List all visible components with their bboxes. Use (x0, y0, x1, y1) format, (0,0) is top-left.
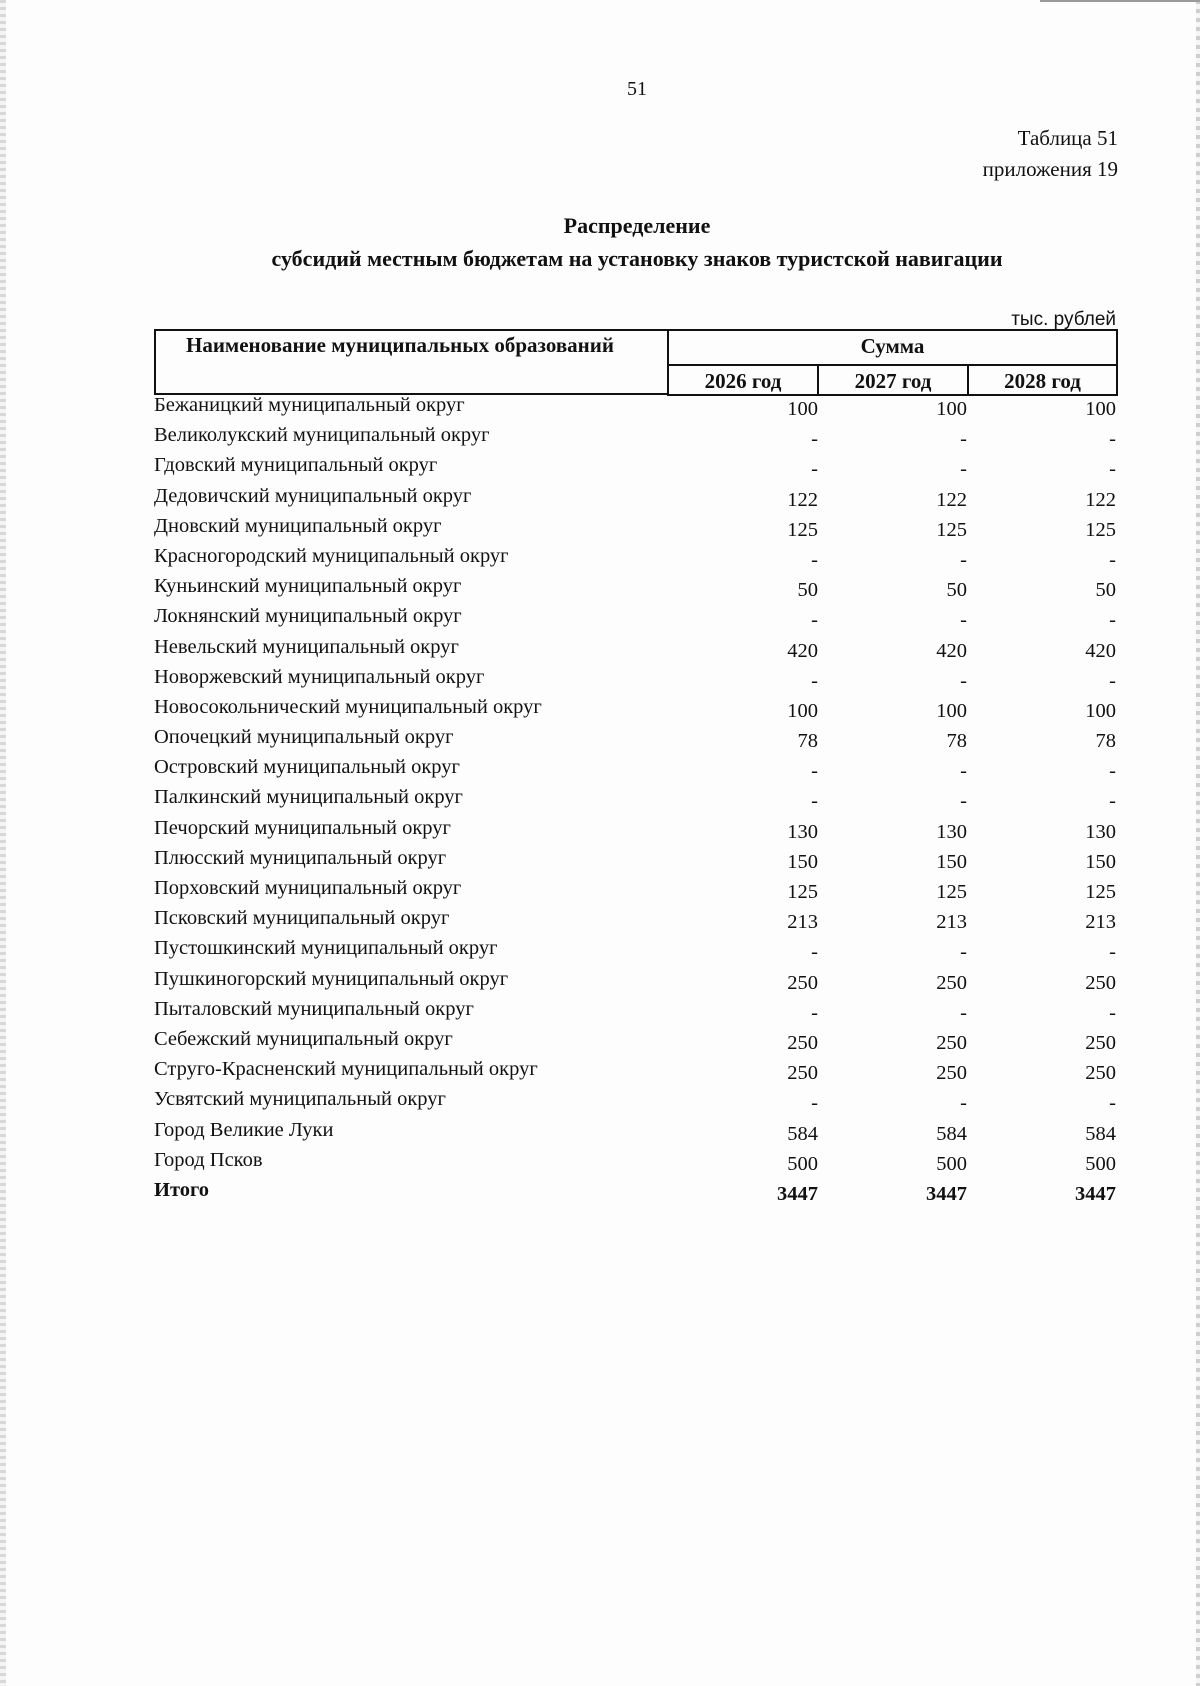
table-row (0, 454, 1200, 484)
row-value-2028: 50 (1095, 579, 1116, 602)
table-row (0, 394, 1200, 424)
row-value-2027: - (960, 1092, 967, 1115)
table-row (0, 1058, 1200, 1088)
table-row (0, 636, 1200, 666)
appendix-reference: приложения 19 (982, 157, 1118, 181)
table-row-total (0, 1179, 1200, 1209)
row-name: Печорский муниципальный округ (154, 816, 451, 839)
row-name: Невельский муниципальный округ (154, 635, 459, 658)
table-row (0, 1149, 1200, 1179)
row-value-2026: - (811, 609, 818, 632)
row-name: Палкинский муниципальный округ (154, 786, 463, 809)
row-name: Бежаницкий муниципальный округ (154, 394, 465, 416)
row-value-2027: 250 (936, 971, 967, 994)
scan-edge-top (1040, 0, 1200, 2)
row-value-2027: - (960, 760, 967, 783)
row-value-2026: 78 (797, 730, 818, 753)
row-name: Гдовский муниципальный округ (154, 454, 438, 477)
row-value-2026: 125 (787, 881, 818, 903)
header-sum-column: Сумма (667, 329, 1118, 366)
row-value-2026: - (811, 428, 818, 451)
total-value-2027: 3447 (926, 1182, 967, 1205)
row-value-2026: - (811, 1092, 818, 1115)
row-value-2028: - (1109, 790, 1116, 813)
row-value-2026: 250 (787, 1062, 818, 1085)
row-value-2026: 50 (797, 579, 818, 602)
row-value-2027: 78 (946, 730, 967, 753)
row-value-2028: 500 (1085, 1152, 1116, 1175)
row-name: Плюсский муниципальный округ (154, 846, 447, 869)
row-value-2027: 122 (936, 488, 967, 511)
row-value-2028: - (1109, 1092, 1116, 1115)
page-number: 51 (627, 78, 647, 100)
row-value-2027: - (960, 941, 967, 964)
row-value-2027: 500 (936, 1152, 967, 1175)
row-name: Островский муниципальный округ (154, 756, 460, 779)
row-name: Локнянский муниципальный округ (154, 605, 462, 628)
row-value-2027: - (960, 609, 967, 632)
header-year-2028: 2028 год (967, 364, 1118, 396)
row-value-2028: 584 (1085, 1122, 1116, 1145)
header-year-2026: 2026 год (667, 364, 819, 396)
header-name-column: Наименование муниципальных образований (154, 329, 669, 395)
document-subtitle: субсидий местным бюджетам на установку знаков туристской навигации (271, 246, 1003, 271)
row-name: Новосокольнический муниципальный округ (154, 695, 542, 718)
row-value-2026: 125 (787, 518, 818, 541)
row-value-2027: 213 (936, 911, 967, 934)
row-value-2028: - (1109, 458, 1116, 481)
row-value-2026: 250 (787, 1031, 818, 1054)
row-value-2028: 130 (1085, 820, 1116, 843)
table-row (0, 968, 1200, 998)
total-label: Итого (154, 1178, 210, 1201)
row-value-2028: 250 (1085, 1062, 1116, 1085)
table-row (0, 605, 1200, 635)
row-value-2028: 420 (1085, 639, 1116, 662)
row-value-2026: 420 (787, 639, 818, 662)
row-value-2027: 125 (936, 518, 967, 541)
row-value-2027: - (960, 548, 967, 571)
row-value-2026: 100 (787, 398, 818, 420)
row-name: Город Псков (154, 1148, 263, 1171)
table-row (0, 1028, 1200, 1058)
table-row (0, 515, 1200, 545)
row-value-2026: 213 (787, 911, 818, 934)
row-value-2026: 122 (787, 488, 818, 511)
row-value-2026: - (811, 1001, 818, 1024)
row-value-2026: - (811, 941, 818, 964)
total-value-2026: 3447 (777, 1182, 818, 1205)
row-name: Порховский муниципальный округ (154, 877, 462, 899)
row-value-2026: 250 (787, 971, 818, 994)
row-value-2027: 100 (936, 398, 967, 420)
table-row (0, 877, 1200, 907)
table-row (0, 756, 1200, 786)
row-value-2028: 78 (1095, 730, 1116, 753)
row-value-2027: 150 (936, 850, 967, 873)
row-value-2028: - (1109, 609, 1116, 632)
row-name: Дедовичский муниципальный округ (154, 484, 472, 507)
table-row (0, 786, 1200, 816)
row-name: Дновский муниципальный округ (154, 514, 442, 537)
row-value-2026: 500 (787, 1152, 818, 1175)
table-row (0, 424, 1200, 454)
row-name: Красногородский муниципальный округ (154, 544, 509, 567)
row-name: Город Великие Луки (154, 1118, 334, 1141)
table-row (0, 485, 1200, 515)
table-row (0, 817, 1200, 847)
table-row (0, 545, 1200, 575)
row-value-2028: 100 (1085, 699, 1116, 722)
document-title: Распределение (563, 213, 711, 238)
row-value-2028: 250 (1085, 971, 1116, 994)
table-row (0, 575, 1200, 605)
row-value-2028: 250 (1085, 1031, 1116, 1054)
total-value-2028: 3447 (1075, 1182, 1116, 1205)
row-value-2028: 100 (1085, 398, 1116, 420)
row-value-2028: - (1109, 548, 1116, 571)
row-value-2026: 100 (787, 699, 818, 722)
row-name: Пушкиногорский муниципальный округ (154, 967, 509, 990)
row-name: Псковский муниципальный округ (154, 907, 450, 930)
row-name: Усвятский муниципальный округ (154, 1088, 446, 1111)
row-value-2028: 125 (1085, 518, 1116, 541)
row-value-2027: - (960, 1001, 967, 1024)
table-row (0, 726, 1200, 756)
row-value-2026: - (811, 790, 818, 813)
table-row (0, 696, 1200, 726)
table-reference: Таблица 51 (1017, 126, 1118, 150)
row-value-2027: - (960, 428, 967, 451)
row-value-2028: 122 (1085, 488, 1116, 511)
row-value-2026: - (811, 669, 818, 692)
row-value-2028: - (1109, 428, 1116, 451)
row-value-2027: - (960, 790, 967, 813)
row-value-2027: 250 (936, 1031, 967, 1054)
row-name: Пыталовский муниципальный округ (154, 997, 474, 1020)
row-name: Куньинский муниципальный округ (154, 575, 462, 598)
row-name: Великолукский муниципальный округ (154, 424, 490, 447)
row-value-2027: 100 (936, 699, 967, 722)
row-value-2028: 150 (1085, 850, 1116, 873)
row-value-2028: - (1109, 669, 1116, 692)
row-value-2028: 213 (1085, 911, 1116, 934)
row-value-2027: 584 (936, 1122, 967, 1145)
row-value-2027: 50 (946, 579, 967, 602)
row-value-2026: - (811, 548, 818, 571)
row-value-2027: - (960, 669, 967, 692)
row-name: Опочецкий муниципальный округ (154, 726, 454, 749)
row-value-2028: 125 (1085, 881, 1116, 903)
row-value-2028: - (1109, 1001, 1116, 1024)
row-value-2027: - (960, 458, 967, 481)
header-year-2027: 2027 год (817, 364, 969, 396)
row-value-2026: - (811, 760, 818, 783)
table-row (0, 847, 1200, 877)
row-value-2026: 150 (787, 850, 818, 873)
row-value-2026: - (811, 458, 818, 481)
row-value-2026: 130 (787, 820, 818, 843)
table-body (0, 394, 1200, 1209)
row-value-2027: 125 (936, 881, 967, 903)
row-name: Струго-Красненский муниципальный округ (154, 1058, 538, 1081)
row-value-2026: 584 (787, 1122, 818, 1145)
table-row (0, 998, 1200, 1028)
table-row (0, 1119, 1200, 1149)
table-row (0, 937, 1200, 967)
row-value-2027: 130 (936, 820, 967, 843)
row-name: Себежский муниципальный округ (154, 1027, 453, 1050)
row-value-2027: 420 (936, 639, 967, 662)
row-name: Новоржевский муниципальный округ (154, 665, 485, 688)
table-row (0, 666, 1200, 696)
row-name: Пустошкинский муниципальный округ (154, 937, 498, 960)
table-row (0, 1088, 1200, 1118)
units-label: тыс. рублей (1011, 309, 1116, 330)
row-value-2027: 250 (936, 1062, 967, 1085)
row-value-2028: - (1109, 941, 1116, 964)
table-row (0, 907, 1200, 937)
row-value-2028: - (1109, 760, 1116, 783)
